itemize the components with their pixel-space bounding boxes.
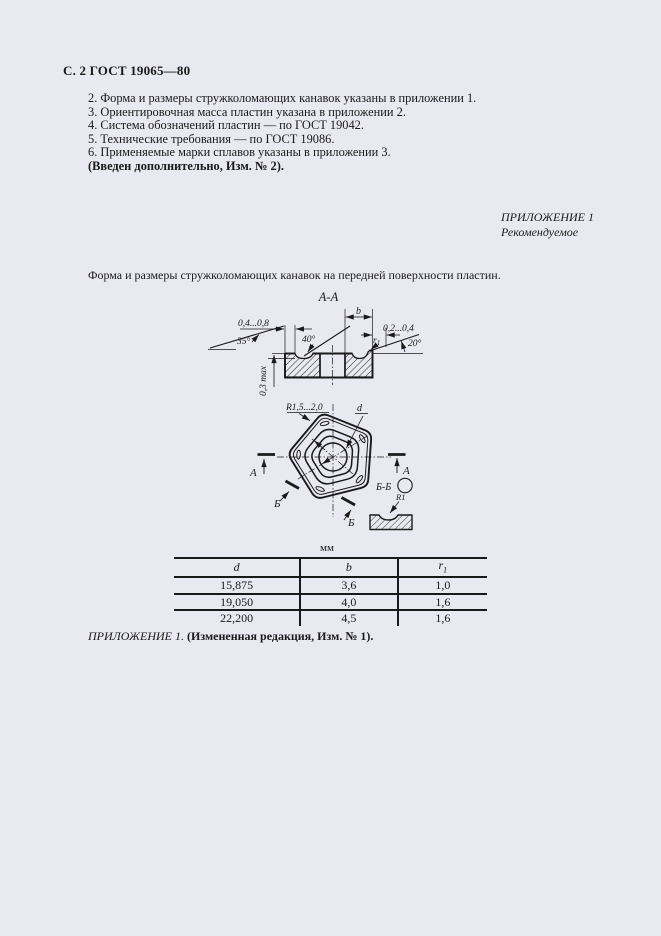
column-header-r1: $r_1$ — [398, 558, 487, 577]
table-cell: 1,0 — [398, 577, 487, 594]
clause-item: 5. Технические требования — по ГОСТ 19086. — [88, 131, 335, 146]
clause-item: 3. Ориентировочная масса пластин указана в приложении 2. — [88, 104, 406, 119]
clause-item: 4. Система обозначений пластин — по ГОСТ 19042. — [88, 118, 364, 133]
column-header-b: b — [300, 558, 397, 577]
section-b-bottom-label: Б — [348, 517, 355, 529]
dimensions-table — [174, 557, 487, 626]
dim-04-08-label: 0,4...0,8 — [238, 319, 269, 329]
amendment-note: (Введен дополнительно, Изм. № 2). — [88, 158, 284, 173]
technical-drawing — [200, 288, 440, 534]
units-label: мм — [320, 542, 334, 554]
detail-title: Б-Б — [376, 482, 392, 493]
appendix-subtitle: Рекомендуемое — [501, 224, 579, 239]
corner-radius-label: R1,5...2,0 — [286, 403, 323, 413]
angle-35-label: 35° — [237, 337, 251, 347]
corner-relief-mark — [355, 475, 364, 484]
depth-max-label: 0,3 max — [259, 365, 269, 396]
footer-appendix-label: ПРИЛОЖЕНИЕ 1. — [88, 629, 184, 643]
table-header-row — [174, 558, 487, 577]
table-row — [174, 577, 487, 594]
detail-groove-profile — [370, 515, 412, 530]
hole-diameter-label: d — [357, 403, 362, 414]
angle-20-label: 20° — [408, 339, 422, 349]
table-cell: 1,6 — [398, 594, 487, 611]
intro-paragraph: Форма и размеры стружколомающих канавок на передней поверхности пластин. — [88, 268, 501, 282]
table-cell: 4,5 — [300, 610, 397, 626]
table-cell: 15,875 — [174, 577, 300, 594]
corner-relief-mark — [320, 421, 330, 427]
table-cell: 1,6 — [435, 611, 451, 626]
table-cell: 4,0 — [300, 594, 397, 611]
detail-callout-circle — [398, 478, 412, 492]
section-body-right-hatch — [345, 351, 373, 378]
clause-list — [88, 92, 476, 174]
appendix-title: ПРИЛОЖЕНИЕ 1 — [501, 210, 594, 224]
footer-amendment-note: (Измененная редакция, Изм. № 1). — [183, 629, 374, 643]
column-header-d: d — [174, 558, 300, 577]
page-header: С. 2 ГОСТ 19065—80 — [63, 63, 191, 78]
corner-relief-mark — [315, 486, 325, 493]
dim-b-label: b — [356, 306, 361, 317]
table-row — [174, 610, 487, 626]
section-b-left-label: Б — [274, 498, 281, 510]
footer-note — [88, 629, 373, 644]
section-a-right-label: А — [403, 465, 410, 477]
angle-40-label: 40° — [302, 335, 316, 345]
appendix-heading — [501, 210, 594, 239]
table-body — [174, 577, 487, 626]
detail-radius-label: R1 — [396, 492, 406, 502]
table-row — [174, 594, 487, 611]
section-body-left-hatch — [285, 354, 320, 378]
table-cell: 22,200 — [174, 610, 300, 626]
section-a-left-label: А — [250, 467, 257, 479]
pentagon-contour — [305, 429, 359, 483]
section-title: А-А — [318, 290, 339, 304]
table-cell: 19,050 — [174, 594, 300, 611]
clause-item: 6. Применяемые марки сплавов указаны в приложении 3. — [88, 145, 391, 160]
corner-relief-mark — [296, 450, 300, 459]
table-cell: 3,6 — [300, 577, 397, 594]
clause-item: 2. Форма и размеры стружколомающих канавок указаны в приложении 1. — [88, 91, 477, 105]
dim-02-04-label: 0,2...0,4 — [383, 324, 414, 334]
r1-groove-label: $r_1$ — [373, 336, 381, 347]
